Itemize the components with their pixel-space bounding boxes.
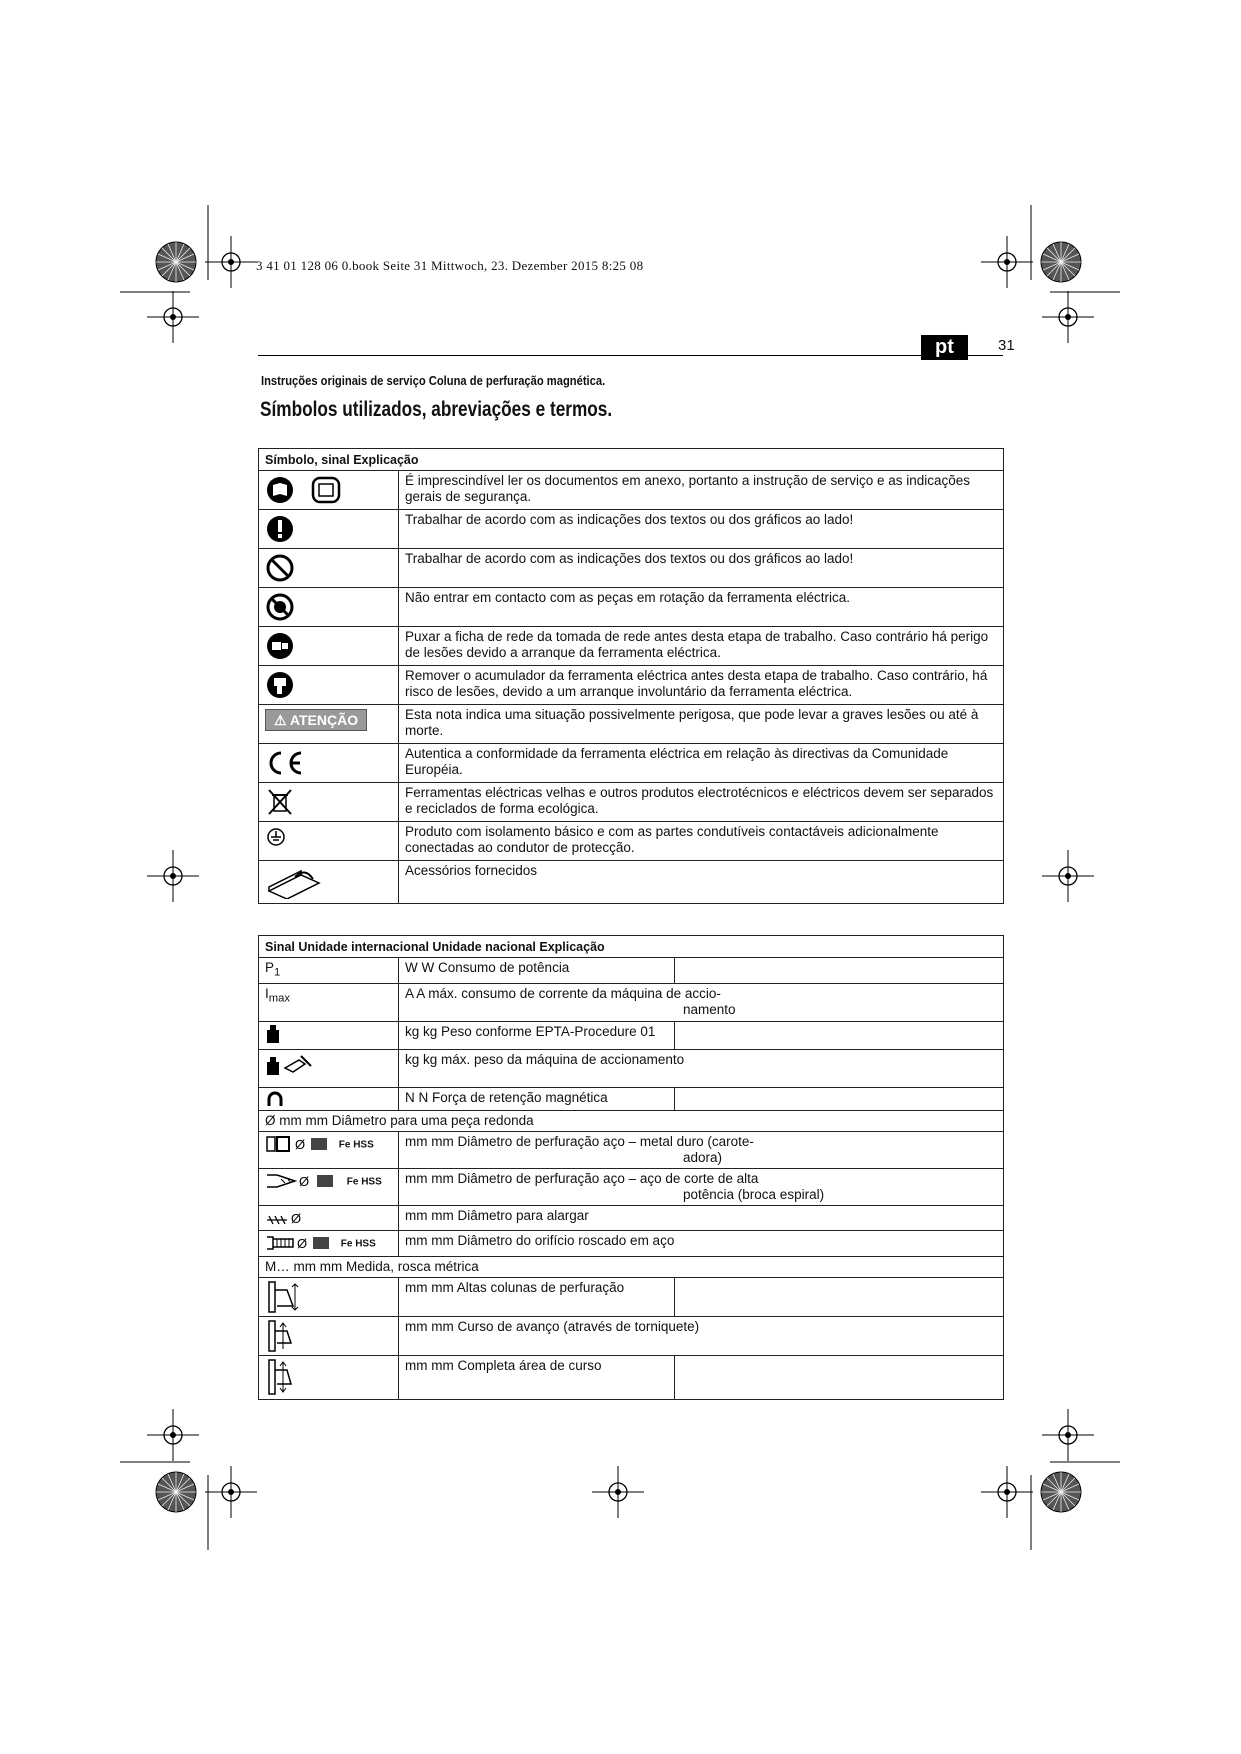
- unit-text: mm mm Curso de avanço (através de torniquete): [399, 1316, 1004, 1355]
- symbol-description: É imprescindível ler os documentos em anexo, portanto a instrução de serviço e as indicações gerais de segurança.: [399, 471, 1004, 510]
- twist-drill-icon: [265, 1171, 343, 1191]
- symbol-description: Puxar a ficha de rede da tomada de rede antes desta etapa de trabalho. Caso contrário há perigo de lesões devido a arranque da ferramenta eléctrica.: [399, 627, 1004, 666]
- material-tag: Fe HSS: [338, 1139, 374, 1151]
- page-number: 31: [998, 337, 1015, 354]
- header-rule: [258, 355, 1003, 356]
- symbol-description: Produto com isolamento básico e com as partes condutíveis contactáveis adicionalmente conectadas ao condutor de protecção.: [399, 822, 1004, 861]
- document-subtitle: Instruções originais de serviço Coluna de perfuração magnética.: [261, 373, 606, 388]
- reamer-icon: [265, 1208, 309, 1226]
- unit-text: mm mm Diâmetro para alargar: [399, 1205, 1004, 1230]
- svg-text:Ø: Ø: [299, 1173, 310, 1189]
- unit-extra: [675, 958, 1004, 984]
- symbol-description: Acessórios fornecidos: [399, 861, 1004, 904]
- core-drill-icon: [265, 1134, 335, 1154]
- unit-text: N N Força de retenção magnética: [399, 1087, 675, 1110]
- svg-text:Ø: Ø: [295, 1136, 306, 1152]
- remove-battery-icon: [265, 670, 295, 700]
- unit-text: kg kg máx. peso da máquina de accionamento: [399, 1049, 1004, 1087]
- prohibition-icon: [265, 553, 295, 583]
- unit-text: W W Consumo de potência: [399, 958, 675, 984]
- symbol-description: Ferramentas eléctricas velhas e outros produtos electrotécnicos e eléctricos devem ser separados e reciclados de forma ecológica.: [399, 783, 1004, 822]
- units-table-header: Sinal Unidade internacional Unidade nacional Explicação: [259, 936, 1004, 958]
- weight-icon: [265, 1024, 281, 1044]
- unit-text-full: M… mm mm Medida, rosca métrica: [259, 1256, 1004, 1277]
- svg-text:Ø: Ø: [291, 1210, 302, 1226]
- symbols-table: [258, 448, 1004, 904]
- symbol-description: Trabalhar de acordo com as indicações dos textos ou dos gráficos ao lado!: [399, 510, 1004, 549]
- weight-machine-icon: [265, 1052, 315, 1078]
- material-tag: Fe HSS: [346, 1176, 382, 1188]
- symbols-table-header: Símbolo, sinal Explicação: [259, 449, 1004, 471]
- file-meta: 3 41 01 128 06 0.book Seite 31 Mittwoch, 23. Dezember 2015 8:25 08: [256, 258, 644, 273]
- weee-bin-icon: [265, 787, 295, 817]
- unit-text: mm mm Diâmetro do orifício roscado em aço: [399, 1230, 1004, 1256]
- material-tag: Fe HSS: [340, 1238, 376, 1250]
- no-touch-rotating-icon: [265, 592, 295, 622]
- svg-text:Ø: Ø: [297, 1235, 308, 1251]
- total-stroke-icon: [265, 1358, 301, 1396]
- unit-text: mm mm Completa área de curso: [399, 1355, 675, 1399]
- language-badge: pt: [921, 335, 968, 360]
- tap-icon: [265, 1233, 337, 1253]
- unit-text: mm mm Diâmetro de perfuração aço – aço de corte de alta potência (broca espiral): [399, 1168, 1004, 1205]
- magnet-icon: [265, 1090, 285, 1108]
- unit-text: kg kg Peso conforme EPTA-Procedure 01: [399, 1021, 675, 1049]
- unplug-icon: [265, 631, 295, 661]
- attention-label: ⚠ ATENÇÃO: [265, 709, 367, 731]
- column-height-icon: [265, 1280, 301, 1314]
- section-title: Símbolos utilizados, abreviações e termos.: [260, 398, 613, 421]
- accessories-case-icon: [265, 865, 325, 899]
- protective-earth-icon: [265, 826, 287, 848]
- feed-stroke-icon: [265, 1319, 301, 1353]
- unit-text: A A máx. consumo de corrente da máquina de accio- namento: [399, 983, 1004, 1021]
- symbol-description: Trabalhar de acordo com as indicações dos textos ou dos gráficos ao lado!: [399, 549, 1004, 588]
- symbol-description: Não entrar em contacto com as peças em rotação da ferramenta eléctrica.: [399, 588, 1004, 627]
- warning-exclamation-icon: [265, 514, 295, 544]
- unit-text-full: Ø mm mm Diâmetro para uma peça redonda: [259, 1110, 1004, 1131]
- symbol-cell: [259, 471, 399, 510]
- units-table: [258, 935, 1004, 1400]
- unit-text: mm mm Altas colunas de perfuração: [399, 1277, 675, 1316]
- ce-mark-icon: [265, 748, 305, 778]
- unit-symbol: $P_1$: [259, 958, 399, 984]
- unit-text: mm mm Diâmetro de perfuração aço – metal duro (carote- adora): [399, 1131, 1004, 1168]
- symbol-description: Autentica a conformidade da ferramenta eléctrica em relação às directivas da Comunidade Européia.: [399, 744, 1004, 783]
- symbol-description: Remover o acumulador da ferramenta eléctrica antes desta etapa de trabalho. Caso contrário, há risco de lesões, devido a um arranque involuntário da ferramenta eléctrica.: [399, 666, 1004, 705]
- symbol-description: Esta nota indica uma situação possivelmente perigosa, que pode levar a graves lesões ou até à morte.: [399, 705, 1004, 744]
- unit-symbol: $I_{max}$: [259, 983, 399, 1021]
- read-manual-icon: [265, 475, 345, 505]
